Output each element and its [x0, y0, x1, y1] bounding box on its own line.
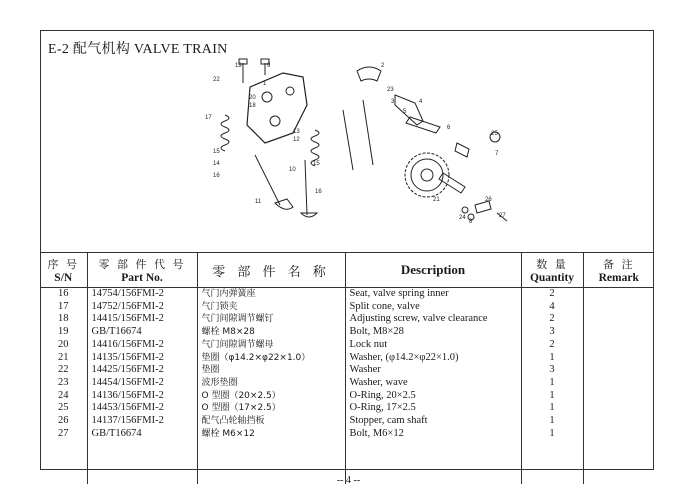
cell-quantity: 1 [521, 390, 583, 403]
cell-quantity: 3 [521, 326, 583, 339]
callout-8: 8 [469, 219, 473, 225]
parts-table [40, 252, 654, 484]
cell-name-cn: O 型圈（17×2.5） [197, 402, 345, 415]
cell-description: Split cone, valve [345, 301, 521, 314]
cell-remark [583, 288, 654, 301]
cell-description: Bolt, M6×12 [345, 428, 521, 441]
table-row [40, 288, 654, 301]
cell-part-no: 14136/156FMI-2 [87, 390, 197, 403]
table-row [40, 415, 654, 428]
cell-name-cn: 气门内弹簧座 [197, 288, 345, 301]
cell-quantity: 1 [521, 402, 583, 415]
callout-15: 15 [213, 149, 220, 155]
cell-quantity: 4 [521, 301, 583, 314]
valve-train-exploded-diagram [195, 55, 525, 235]
callout-15b: 15 [313, 161, 320, 167]
cell-remark [583, 326, 654, 339]
cell-part-no: 14752/156FMI-2 [87, 301, 197, 314]
callout-17: 17 [205, 115, 212, 121]
callout-16: 16 [213, 173, 220, 179]
table-row [40, 301, 654, 314]
cell-sn: 16 [40, 288, 87, 301]
callout-9: 9 [267, 63, 271, 69]
table-row [40, 326, 654, 339]
cell-sn: 21 [40, 352, 87, 365]
cell-name-cn: O 型圈（20×2.5） [197, 390, 345, 403]
cell-sn: 25 [40, 402, 87, 415]
cell-description: Washer, wave [345, 377, 521, 390]
callout-25: 25 [491, 131, 498, 137]
cell-quantity: 1 [521, 415, 583, 428]
cell-remark [583, 377, 654, 390]
header-name-cn: 零 部 件 名 称 [197, 253, 345, 288]
header-description: Description [345, 253, 521, 288]
cell-sn: 17 [40, 301, 87, 314]
table-header-row [40, 253, 654, 288]
callout-23: 23 [387, 87, 394, 93]
table-row [40, 428, 654, 441]
cell-description: Washer, (φ14.2×φ22×1.0) [345, 352, 521, 365]
cell-remark [583, 352, 654, 365]
cell-name-cn: 垫圈（φ14.2×φ22×1.0） [197, 352, 345, 365]
cell-part-no: 14425/156FMI-2 [87, 364, 197, 377]
callout-21: 21 [433, 197, 440, 203]
cell-name-cn: 螺栓 M8×28 [197, 326, 345, 339]
cell-name-cn: 波形垫圈 [197, 377, 345, 390]
callout-10: 10 [289, 167, 296, 173]
table-row [40, 390, 654, 403]
table-row [40, 377, 654, 390]
cell-name-cn: 螺栓 M6×12 [197, 428, 345, 441]
callout-22: 22 [213, 77, 220, 83]
cell-sn: 23 [40, 377, 87, 390]
cell-quantity: 1 [521, 428, 583, 441]
callout-7: 7 [495, 151, 499, 157]
cell-sn: 27 [40, 428, 87, 441]
cell-part-no: GB/T16674 [87, 428, 197, 441]
cell-remark [583, 402, 654, 415]
cell-name-cn: 配气凸轮轴挡板 [197, 415, 345, 428]
cell-remark [583, 428, 654, 441]
callout-27: 27 [499, 213, 506, 219]
cell-quantity: 3 [521, 364, 583, 377]
cell-part-no: 14137/156FMI-2 [87, 415, 197, 428]
header-remark: 备 注 Remark [583, 253, 654, 288]
callout-24: 24 [459, 215, 466, 221]
callout-5: 5 [403, 109, 407, 115]
cell-description: Lock nut [345, 339, 521, 352]
cell-part-no: 14454/156FMI-2 [87, 377, 197, 390]
cell-remark [583, 364, 654, 377]
cell-remark [583, 415, 654, 428]
cell-quantity: 2 [521, 288, 583, 301]
cell-remark [583, 390, 654, 403]
cell-part-no: 14754/156FMI-2 [87, 288, 197, 301]
cell-name-cn: 气门间隙调节螺母 [197, 339, 345, 352]
cell-description: Adjusting screw, valve clearance [345, 313, 521, 326]
cell-description: Stopper, cam shaft [345, 415, 521, 428]
header-quantity: 数 量 Quantity [521, 253, 583, 288]
cell-quantity: 1 [521, 352, 583, 365]
cell-sn: 24 [40, 390, 87, 403]
callout-3: 3 [391, 99, 395, 105]
cell-description: Washer [345, 364, 521, 377]
header-sn: 序 号 S/N [40, 253, 87, 288]
cell-quantity: 1 [521, 377, 583, 390]
cell-part-no: 14453/156FMI-2 [87, 402, 197, 415]
cell-name-cn: 垫圈 [197, 364, 345, 377]
header-part-no: 零 部 件 代 号 Part No. [87, 253, 197, 288]
callout-19: 19 [235, 63, 242, 69]
callout-4: 4 [419, 99, 423, 105]
callout-11: 11 [255, 199, 262, 205]
callout-20: 20 [249, 95, 256, 101]
cell-description: Bolt, M8×28 [345, 326, 521, 339]
cell-description: O-Ring, 17×2.5 [345, 402, 521, 415]
cell-description: Seat, valve spring inner [345, 288, 521, 301]
table-row [40, 402, 654, 415]
callout-18: 18 [249, 103, 256, 109]
cell-remark [583, 339, 654, 352]
callout-16b: 16 [315, 189, 322, 195]
cell-name-cn: 气门锁夹 [197, 301, 345, 314]
cell-name-cn: 气门间隙调节螺钉 [197, 313, 345, 326]
cell-remark [583, 301, 654, 314]
cell-sn: 19 [40, 326, 87, 339]
cell-sn: 20 [40, 339, 87, 352]
cell-sn: 22 [40, 364, 87, 377]
cell-sn: 18 [40, 313, 87, 326]
callout-2: 2 [381, 63, 385, 69]
callout-13: 13 [293, 129, 300, 135]
cell-part-no: 14415/156FMI-2 [87, 313, 197, 326]
table-row [40, 364, 654, 377]
cell-part-no: 14416/156FMI-2 [87, 339, 197, 352]
callout-14: 14 [213, 161, 220, 167]
cell-part-no: GB/T16674 [87, 326, 197, 339]
cell-sn: 26 [40, 415, 87, 428]
page-number: -- 4 -- [336, 475, 361, 486]
cell-quantity: 2 [521, 339, 583, 352]
table-row [40, 352, 654, 365]
callout-12: 12 [293, 137, 300, 143]
cell-remark [583, 313, 654, 326]
callout-26: 26 [485, 197, 492, 203]
table-row [40, 339, 654, 352]
table-row [40, 313, 654, 326]
cell-quantity: 2 [521, 313, 583, 326]
section-title: E-2 配气机构 VALVE TRAIN [48, 42, 228, 57]
cell-part-no: 14135/156FMI-2 [87, 352, 197, 365]
cell-description: O-Ring, 20×2.5 [345, 390, 521, 403]
callout-1: 1 [263, 81, 267, 87]
callout-6: 6 [447, 125, 451, 131]
